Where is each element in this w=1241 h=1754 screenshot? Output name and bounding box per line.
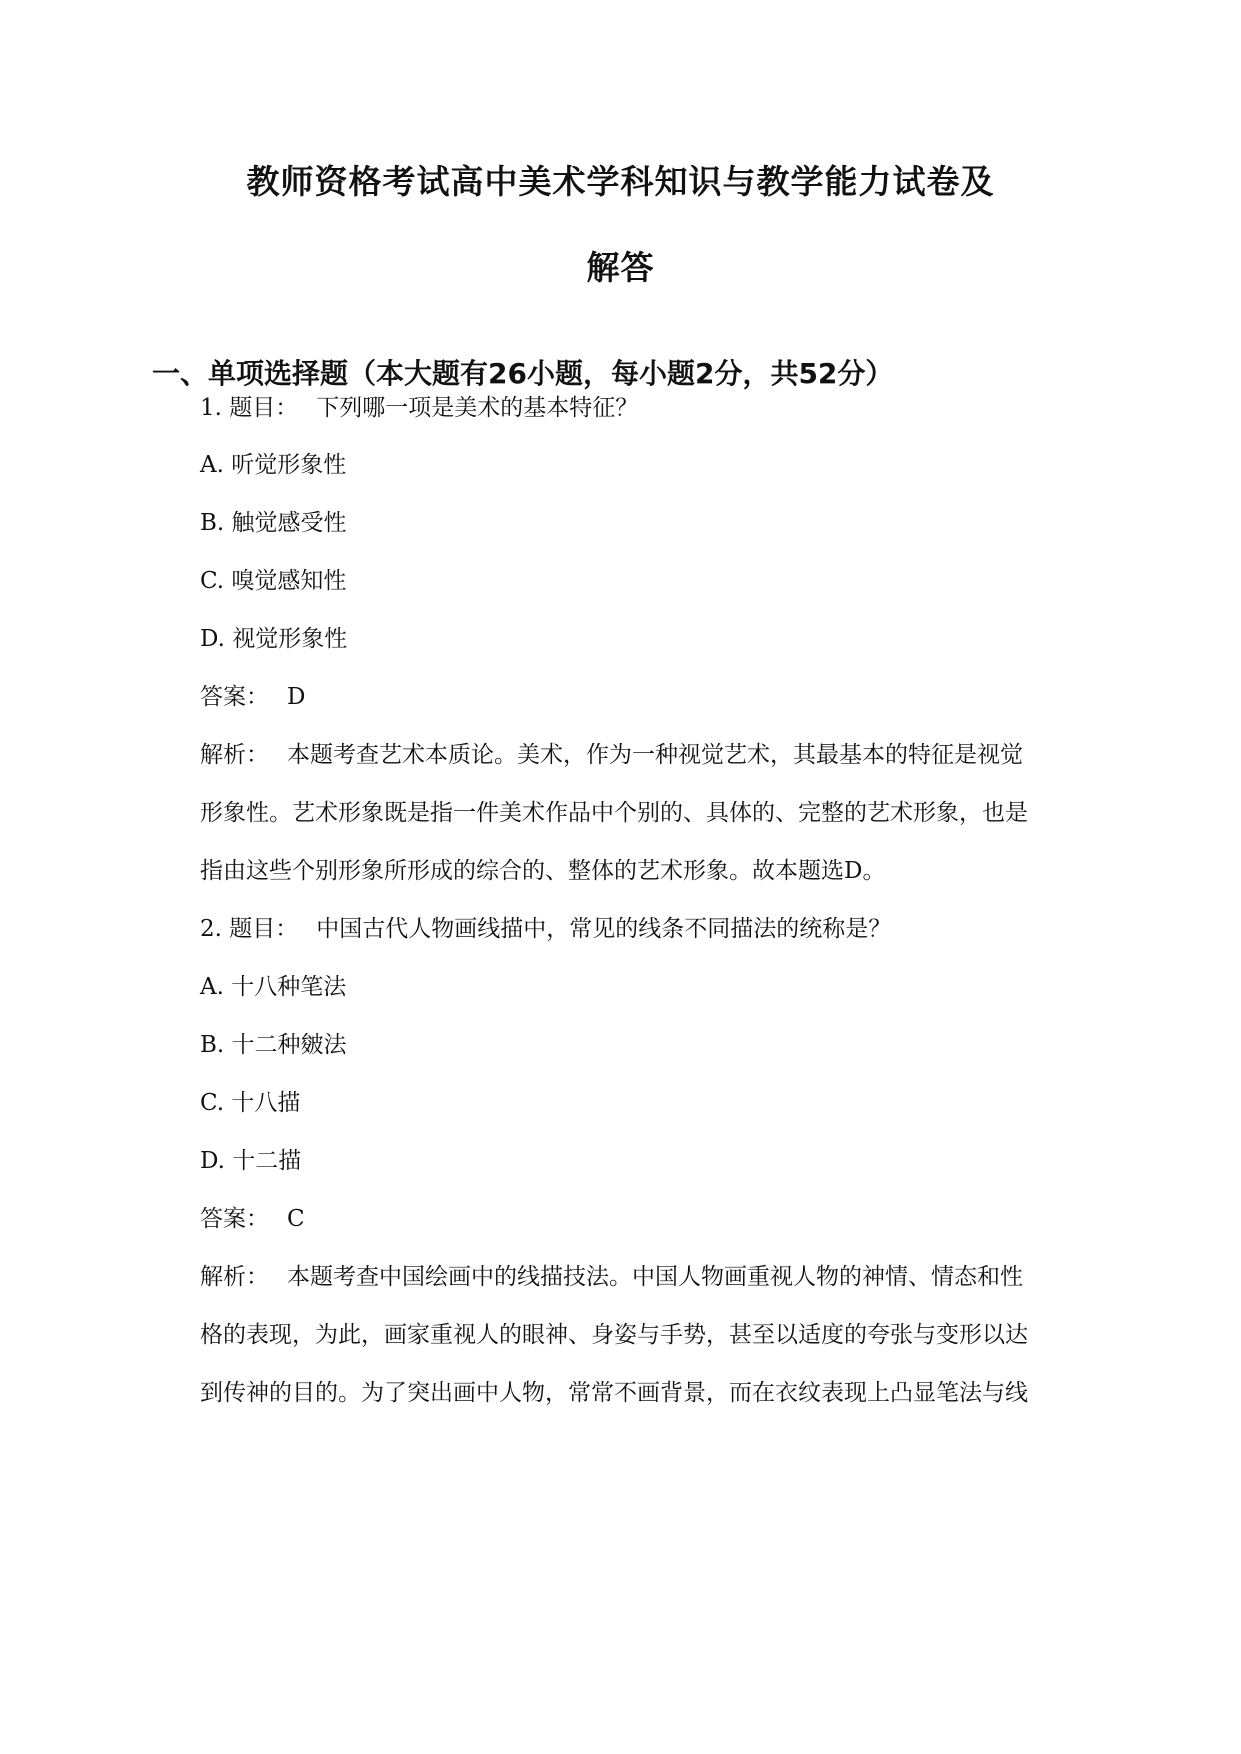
question-1-answer-label: 答案： (200, 684, 269, 710)
question-2-option-a: A. 十八种笔法 (200, 974, 347, 1000)
question-1-option-c: C. 嗅觉感知性 (200, 568, 347, 594)
question-1-answer: D (287, 684, 306, 710)
section-heading-single-choice: 一、单项选择题（本大题有26小题，每小题2分，共52分） (152, 357, 894, 390)
question-1-analysis-label: 解析： (200, 742, 269, 768)
question-2-analysis-label: 解析： (200, 1264, 269, 1290)
question-2-stem-line (200, 914, 891, 944)
question-2-answer: C (287, 1206, 305, 1232)
question-1-analysis-line-3: 指由这些个别形象所形成的综合的、整体的艺术形象。故本题选D。 (200, 858, 886, 884)
question-1-option-d: D. 视觉形象性 (200, 626, 348, 652)
question-1-analysis-line-2: 形象性。艺术形象既是指一件美术作品中个别的、具体的、完整的艺术形象，也是 (200, 800, 1028, 826)
document-title-line2: 解答 (586, 248, 655, 287)
question-2-option-c: C. 十八描 (200, 1090, 301, 1116)
question-2-analysis-text-1: 本题考查中国绘画中的线描技法。中国人物画重视人物的神情、情态和性 (287, 1264, 1023, 1290)
question-1-analysis-line-1 (200, 740, 1023, 770)
question-2-option-b: B. 十二种皴法 (200, 1032, 347, 1058)
question-2-option-d: D. 十二描 (200, 1148, 302, 1174)
question-2-stem: 中国古代人物画线描中，常见的线条不同描法的统称是？ (316, 916, 892, 942)
question-1-stem-line (200, 393, 638, 423)
document-title-line1: 教师资格考试高中美术学科知识与教学能力试卷及 (246, 162, 995, 201)
question-1-analysis-text-1: 本题考查艺术本质论。美术，作为一种视觉艺术，其最基本的特征是视觉 (287, 742, 1023, 768)
question-1-option-b: B. 触觉感受性 (200, 510, 347, 536)
question-2-analysis-line-2: 格的表现，为此，画家重视人的眼神、身姿与手势，甚至以适度的夸张与变形以达 (200, 1322, 1028, 1348)
question-2-analysis-line-1 (200, 1262, 1023, 1292)
question-1-label: 1. 题目： (200, 395, 299, 421)
question-2-label: 2. 题目： (200, 916, 299, 942)
question-2-analysis-line-3: 到传神的目的。为了突出画中人物，常常不画背景，而在衣纹表现上凸显笔法与线 (200, 1380, 1028, 1406)
question-2-answer-line (200, 1204, 305, 1234)
question-1-stem: 下列哪一项是美术的基本特征？ (316, 395, 639, 421)
question-2-answer-label: 答案： (200, 1206, 269, 1232)
question-1-option-a: A. 听觉形象性 (200, 452, 347, 478)
question-1-answer-line (200, 682, 305, 712)
